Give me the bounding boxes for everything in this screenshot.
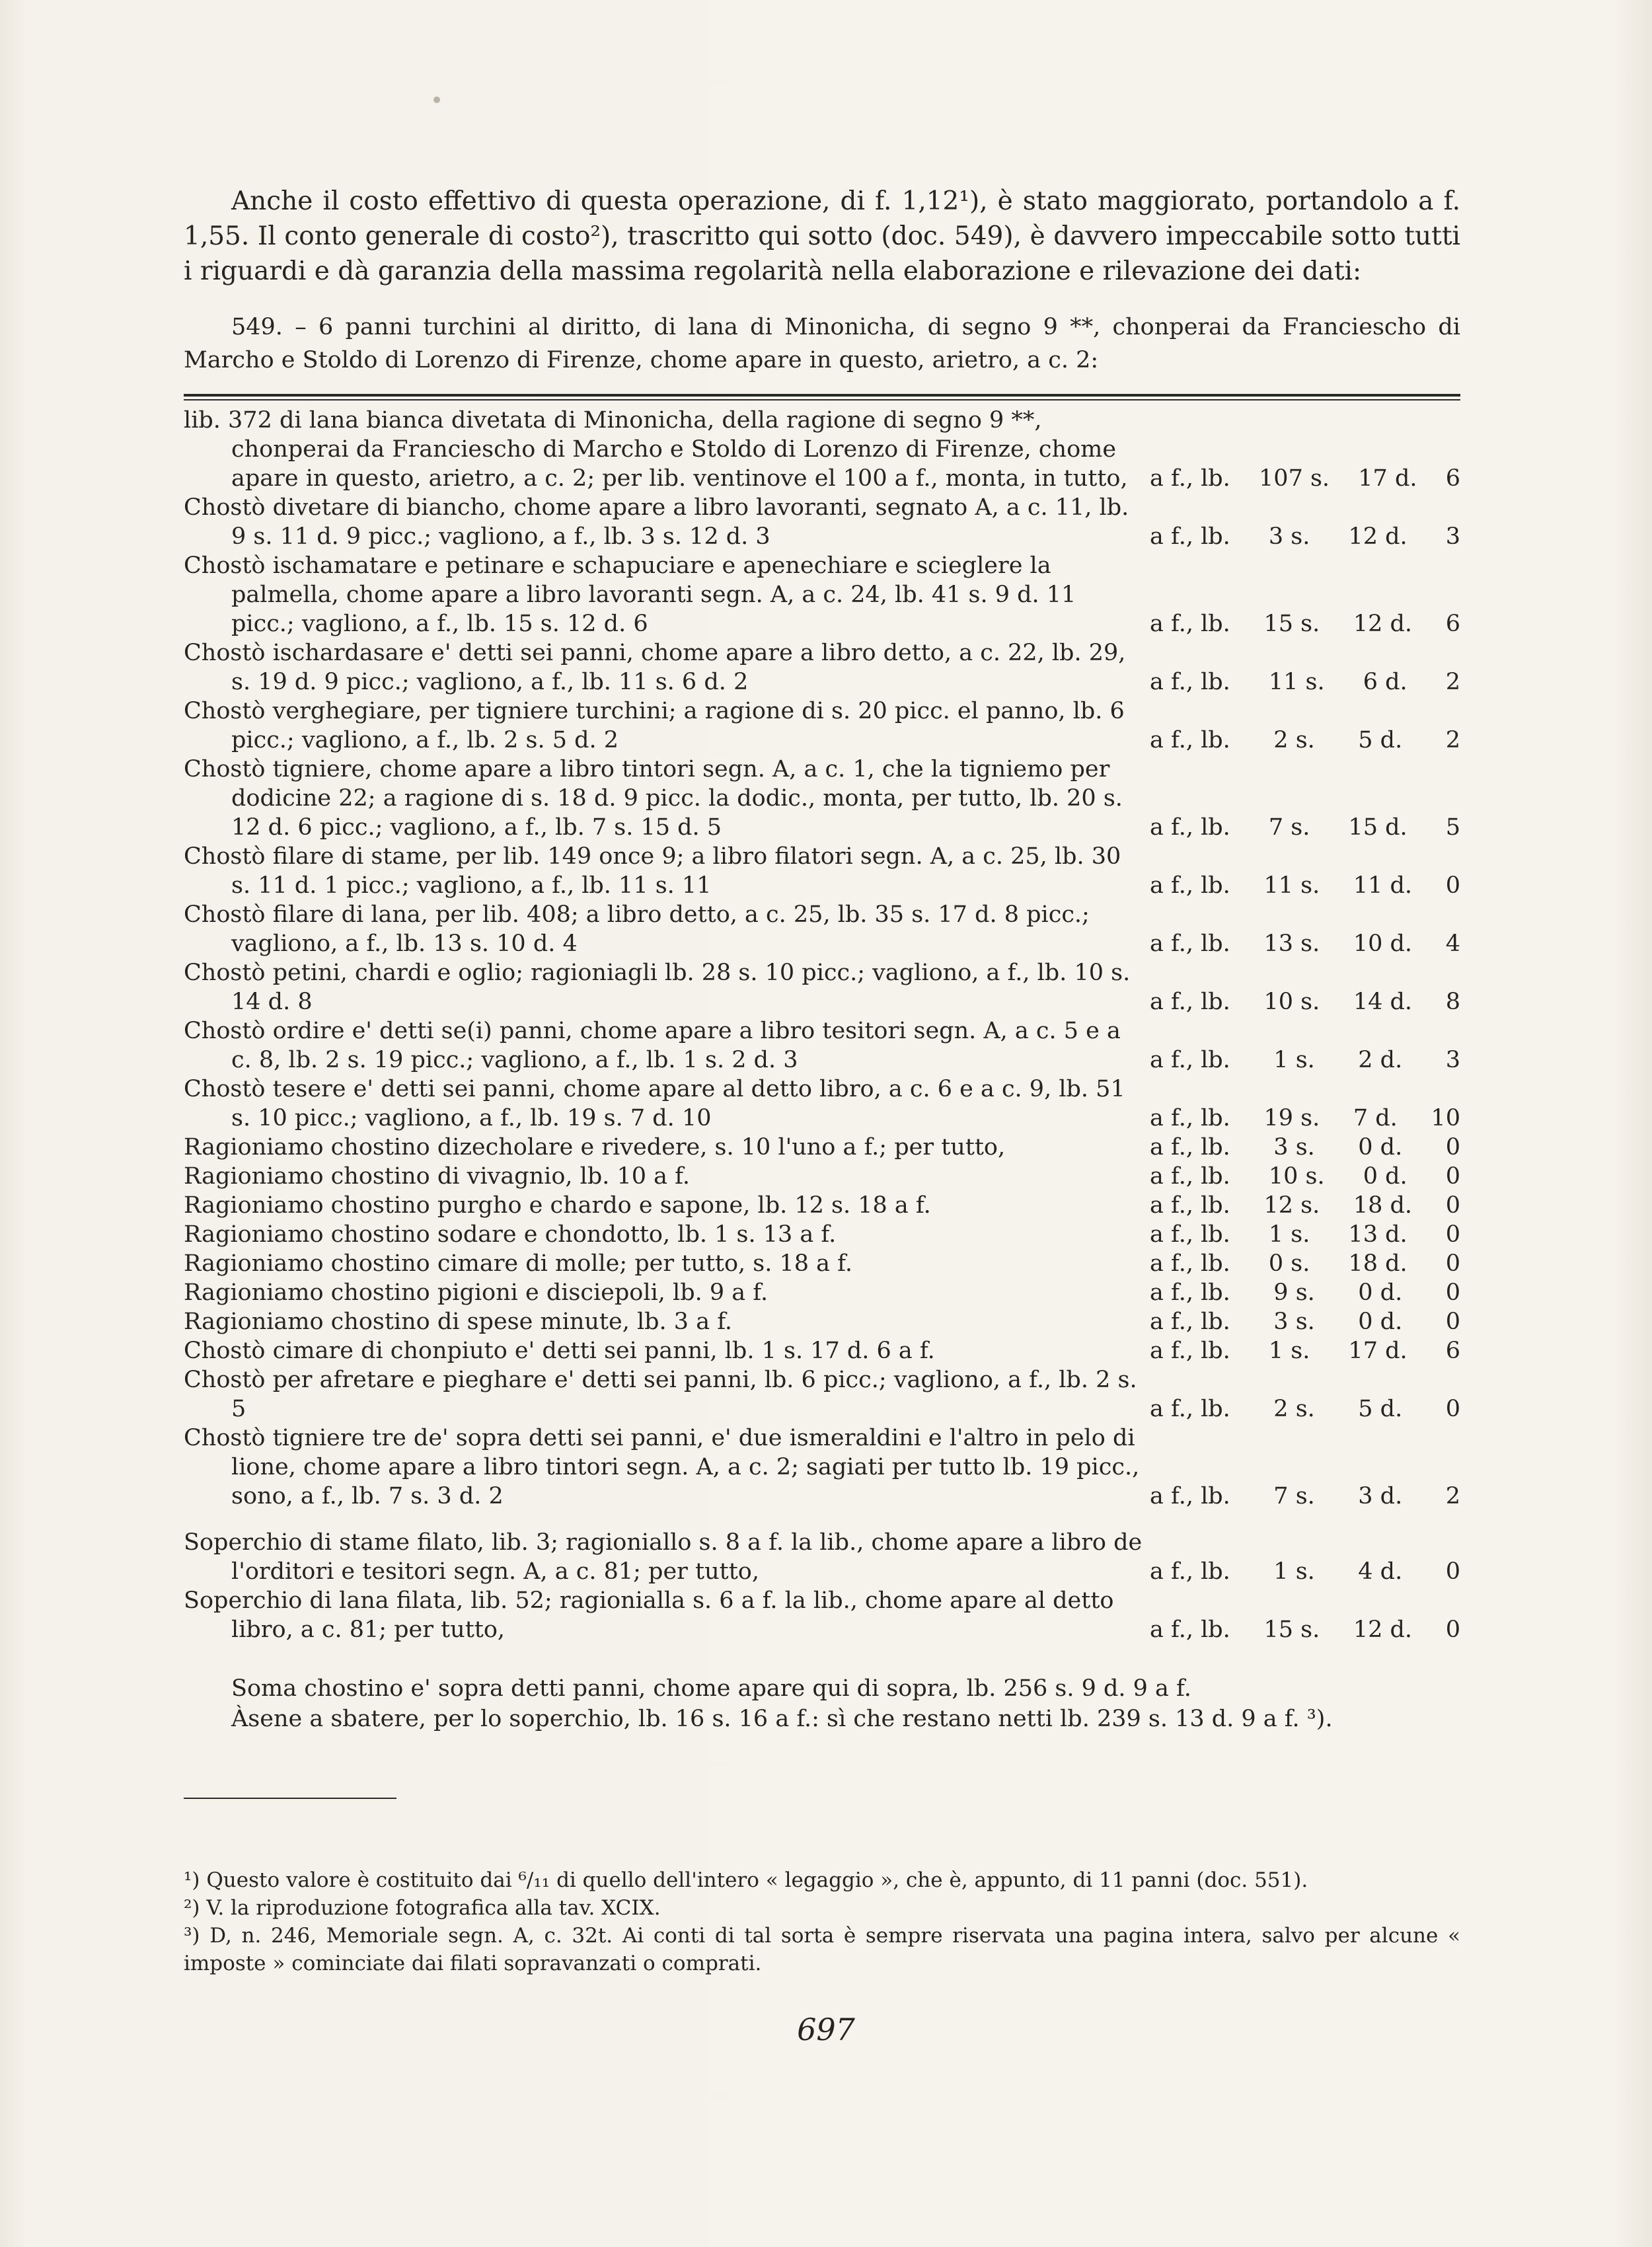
amount-soldi: 2 s. — [1273, 1396, 1315, 1422]
amount-soldi: 13 s. — [1263, 931, 1320, 957]
ledger-entry — [184, 1249, 1460, 1278]
amount-extra: 0 — [1445, 872, 1460, 899]
amount-extra: 3 — [1445, 1047, 1460, 1073]
amount-denari: 14 d. — [1353, 989, 1413, 1015]
amount-extra: 0 — [1445, 1250, 1460, 1277]
thin-rule — [184, 399, 1460, 400]
entry-description: Chostò filare di stame, per lib. 149 once 9; a libro filatori segn. A, a c. 25, lb. 30 s. 11 d. 1 picc.; vagliono, a f., lb. 11 s. 11 — [184, 843, 1121, 899]
entry-amount — [1150, 1162, 1460, 1191]
amount-currency: a f., lb. — [1150, 931, 1230, 957]
amount-soldi: 9 s. — [1273, 1279, 1315, 1306]
footnote-rule — [184, 1798, 396, 1799]
amount-soldi: 1 s. — [1273, 1047, 1315, 1073]
ledger-entry — [184, 697, 1460, 755]
amount-extra: 3 — [1445, 523, 1460, 550]
entry-amount — [1150, 813, 1460, 842]
amount-extra: 0 — [1445, 1163, 1460, 1190]
entry-description: Ragioniamo chostino sodare e chondotto, lb. 1 s. 13 a f. — [184, 1221, 837, 1248]
ledger-entry — [184, 1133, 1460, 1162]
amount-denari: 11 d. — [1353, 872, 1413, 899]
page-number: 697 — [797, 2012, 855, 2047]
amount-extra: 8 — [1445, 989, 1460, 1015]
amount-currency: a f., lb. — [1150, 1309, 1230, 1335]
amount-extra: 5 — [1445, 814, 1460, 841]
amount-denari: 0 d. — [1358, 1279, 1403, 1306]
amount-denari: 0 d. — [1363, 1163, 1408, 1190]
entry-amount — [1150, 1278, 1460, 1307]
ledger-entry — [184, 1220, 1460, 1249]
amount-soldi: 107 s. — [1259, 465, 1330, 492]
entry-description: lib. 372 di lana bianca divetata di Minonicha, della ragione di segno 9 **, chonperai da Franciescho di Marcho e Stoldo di Lorenzo di Firenze, chome apare in questo, arietro, a c. 2; per lib. ventinove el 100 a f., monta, in tutto, — [184, 407, 1128, 492]
ledger-entry — [184, 1528, 1460, 1586]
ledger-entry — [184, 900, 1460, 958]
amount-soldi: 7 s. — [1273, 1483, 1315, 1509]
intro-paragraph — [184, 184, 1460, 289]
amount-denari: 5 d. — [1358, 1396, 1403, 1422]
ledger-entry — [184, 1278, 1460, 1307]
heavy-rule — [184, 394, 1460, 397]
ledger-entry — [184, 1424, 1460, 1511]
ledger-entry — [184, 638, 1460, 697]
amount-currency: a f., lb. — [1150, 989, 1230, 1015]
entry-amount — [1150, 1220, 1460, 1249]
amount-currency: a f., lb. — [1150, 1279, 1230, 1306]
entry-amount — [1150, 1104, 1460, 1133]
amount-currency: a f., lb. — [1150, 1483, 1230, 1509]
entry-description: Chostò cimare di chonpiuto e' detti sei panni, lb. 1 s. 17 d. 6 a f. — [184, 1338, 935, 1364]
ledger-entry — [184, 1365, 1460, 1424]
ledger-entry — [184, 958, 1460, 1016]
amount-extra: 0 — [1445, 1558, 1460, 1585]
footnotes — [184, 1866, 1460, 1977]
entry-description: Soperchio di stame filato, lib. 3; ragioniallo s. 8 a f. la lib., chome apare a libro de l'orditori e tesitori segn. A, a c. 81; per tutto, — [184, 1529, 1143, 1585]
ledger-entry — [184, 1016, 1460, 1075]
amount-extra: 4 — [1445, 931, 1460, 957]
footnote-3: ³) D, n. 246, Memoriale segn. A, c. 32t. Ai conti di tal sorta è sempre riservata una pagina intera, salvo per alcune « imposte » cominciate dai filati sopravanzati o comprati. — [184, 1924, 1460, 1975]
amount-currency: a f., lb. — [1150, 1163, 1230, 1190]
amount-currency: a f., lb. — [1150, 1558, 1230, 1585]
entry-description: Ragioniamo chostino cimare di molle; per tutto, s. 18 a f. — [184, 1250, 853, 1277]
amount-soldi: 1 s. — [1273, 1558, 1315, 1585]
amount-denari: 12 d. — [1348, 523, 1408, 550]
entry-description: Soperchio di lana filata, lib. 52; ragionialla s. 6 a f. la lib., chome apare al detto libro, a c. 81; per tutto, — [184, 1587, 1114, 1643]
amount-currency: a f., lb. — [1150, 611, 1230, 637]
amount-extra: 0 — [1445, 1221, 1460, 1248]
footnote-2: ²) V. la riproduzione fotografica alla tav. XCIX. — [184, 1896, 661, 1920]
entry-description: Chostò tigniere tre de' sopra detti sei panni, e' due ismeraldini e l'altro in pelo di lione, chome apare a libro tintori segn. A, a c. 2; sagiati per tutto lb. 19 picc., sono, a f., lb. 7 s. 3 d. 2 — [184, 1425, 1140, 1509]
amount-denari: 7 d. — [1353, 1105, 1398, 1131]
entry-description: Chostò per afretare e pieghare e' detti sei panni, lb. 6 picc.; vagliono, a f., lb. 2 s. 5 — [184, 1367, 1137, 1422]
amount-currency: a f., lb. — [1150, 465, 1230, 492]
entry-amount — [1150, 929, 1460, 958]
footnote-1: ¹) Questo valore è costituito dai ⁶/₁₁ di quello dell'intero « legaggio », che è, appunto, di 11 panni (doc. 551). — [184, 1868, 1308, 1892]
amount-extra: 0 — [1445, 1396, 1460, 1422]
entry-amount — [1150, 1249, 1460, 1278]
amount-extra: 6 — [1445, 465, 1460, 492]
amount-denari: 0 d. — [1358, 1309, 1403, 1335]
entry-amount — [1150, 1482, 1460, 1511]
amount-extra: 0 — [1445, 1309, 1460, 1335]
amount-currency: a f., lb. — [1150, 669, 1230, 695]
amount-soldi: 19 s. — [1263, 1105, 1320, 1131]
entry-amount — [1150, 1307, 1460, 1336]
ledger-entry — [184, 406, 1460, 493]
amount-currency: a f., lb. — [1150, 1396, 1230, 1422]
amount-denari: 0 d. — [1358, 1134, 1403, 1161]
entry-amount — [1150, 522, 1460, 551]
entry-amount — [1150, 1336, 1460, 1365]
amount-denari: 2 d. — [1358, 1047, 1403, 1073]
entry-amount — [1150, 871, 1460, 900]
entry-amount — [1150, 1133, 1460, 1162]
amount-soldi: 15 s. — [1263, 611, 1320, 637]
amount-extra: 2 — [1445, 669, 1460, 695]
amount-currency: a f., lb. — [1150, 1617, 1230, 1643]
entry-amount — [1150, 667, 1460, 697]
amount-currency: a f., lb. — [1150, 1192, 1230, 1219]
ledger-entry — [184, 842, 1460, 900]
amount-extra: 0 — [1445, 1134, 1460, 1161]
entry-description: Chostò tigniere, chome apare a libro tintori segn. A, a c. 1, che la tigniemo per dodicine 22; a ragione di s. 18 d. 9 picc. la dodic., monta, per tutto, lb. 20 s. 12 d. 6 picc.; vagliono, a f., lb. 7 s. 15 d. 5 — [184, 756, 1123, 841]
document-heading — [184, 311, 1460, 377]
amount-currency: a f., lb. — [1150, 523, 1230, 550]
amount-soldi: 15 s. — [1263, 1617, 1320, 1643]
amount-denari: 12 d. — [1353, 611, 1413, 637]
amount-soldi: 0 s. — [1268, 1250, 1310, 1277]
ledger-entry — [184, 755, 1460, 842]
amount-soldi: 10 s. — [1263, 989, 1320, 1015]
entry-description: Chostò verghegiare, per tigniere turchini; a ragione di s. 20 picc. el panno, lb. 6 picc.; vagliono, a f., lb. 2 s. 5 d. 2 — [184, 698, 1125, 753]
entry-amount — [1150, 726, 1460, 755]
entry-amount — [1150, 464, 1460, 493]
entry-description: Ragioniamo chostino pigioni e disciepoli, lb. 9 a f. — [184, 1279, 769, 1306]
amount-denari: 12 d. — [1353, 1617, 1413, 1643]
ledger-entry — [184, 1162, 1460, 1191]
entry-amount — [1150, 1394, 1460, 1424]
amount-soldi: 7 s. — [1268, 814, 1310, 841]
amount-soldi: 2 s. — [1273, 727, 1315, 753]
ledger-gap — [184, 1511, 1460, 1528]
amount-extra: 10 — [1431, 1105, 1460, 1131]
amount-currency: a f., lb. — [1150, 1105, 1230, 1131]
amount-extra: 0 — [1445, 1192, 1460, 1219]
ledger-entry — [184, 1586, 1460, 1644]
entry-description: Chostò tesere e' detti sei panni, chome apare al detto libro, a c. 6 e a c. 9, lb. 51 s. 10 picc.; vagliono, a f., lb. 19 s. 7 d. 10 — [184, 1076, 1125, 1131]
amount-soldi: 10 s. — [1268, 1163, 1325, 1190]
amount-currency: a f., lb. — [1150, 727, 1230, 753]
paper-mark — [433, 96, 440, 103]
amount-soldi: 1 s. — [1268, 1338, 1310, 1364]
amount-denari: 18 d. — [1353, 1192, 1413, 1219]
entry-description: Ragioniamo chostino di vivagnio, lb. 10 a f. — [184, 1163, 690, 1190]
amount-denari: 5 d. — [1358, 727, 1403, 753]
entry-amount — [1150, 609, 1460, 638]
amount-currency: a f., lb. — [1150, 1047, 1230, 1073]
entry-description: Chostò petini, chardi e oglio; ragioniagli lb. 28 s. 10 picc.; vagliono, a f., lb. 10 s. 14 d. 8 — [184, 960, 1131, 1015]
amount-extra: 2 — [1445, 1483, 1460, 1509]
amount-currency: a f., lb. — [1150, 1134, 1230, 1161]
amount-extra: 0 — [1445, 1617, 1460, 1643]
amount-soldi: 12 s. — [1263, 1192, 1320, 1219]
amount-denari: 17 d. — [1358, 465, 1417, 492]
entry-description: Chostò filare di lana, per lib. 408; a libro detto, a c. 25, lb. 35 s. 17 d. 8 picc.; vagliono, a f., lb. 13 s. 10 d. 4 — [184, 901, 1090, 957]
amount-extra: 6 — [1445, 611, 1460, 637]
ledger-entry — [184, 493, 1460, 551]
document-heading-text: 549. – 6 panni turchini al diritto, di lana di Minonicha, di segno 9 **, chonperai da Franciescho di Marcho e Stoldo di Lorenzo di Firenze, chome apare in questo, arietro, a c. 2: — [184, 314, 1460, 373]
amount-denari: 10 d. — [1353, 931, 1413, 957]
amount-currency: a f., lb. — [1150, 1250, 1230, 1277]
intro-text: Anche il costo effettivo di questa operazione, di f. 1,12¹), è stato maggiorato, portandolo a f. 1,55. Il conto generale di costo²), trascritto qui sotto (doc. 549), è davvero impeccabile sotto tutti i riguardi e dà garanzia della massima regolarità nella elaborazione e rilevazione dei dati: — [184, 186, 1460, 286]
entry-amount — [1150, 1615, 1460, 1644]
entry-amount — [1150, 1557, 1460, 1586]
entry-description: Chostò ordire e' detti se(i) panni, chome apare a libro tesitori segn. A, a c. 5 e a c. 8, lb. 2 s. 19 picc.; vagliono, a f., lb. 1 s. 2 d. 3 — [184, 1018, 1121, 1073]
amount-currency: a f., lb. — [1150, 872, 1230, 899]
entry-description: Ragioniamo chostino purgho e chardo e sapone, lb. 12 s. 18 a f. — [184, 1192, 931, 1219]
entry-amount — [1150, 1046, 1460, 1075]
ledger — [184, 406, 1460, 1644]
ledger-entry — [184, 1191, 1460, 1220]
summary-total: Soma chostino e' sopra detti panni, chome apare qui di sopra, lb. 256 s. 9 d. 9 a f. — [231, 1675, 1191, 1702]
entry-amount — [1150, 1191, 1460, 1220]
summary-net: Àsene a sbatere, per lo soperchio, lb. 16 s. 16 a f.: sì che restano netti lb. 239 s. 13 d. 9 a f. ³). — [231, 1706, 1333, 1732]
ledger-entry — [184, 1307, 1460, 1336]
amount-soldi: 3 s. — [1268, 523, 1310, 550]
amount-extra: 2 — [1445, 727, 1460, 753]
amount-denari: 13 d. — [1348, 1221, 1408, 1248]
entry-description: Chostò divetare di biancho, chome apare a libro lavoranti, segnato A, a c. 11, lb. 9 s. 11 d. 9 picc.; vagliono, a f., lb. 3 s. 12 d. 3 — [184, 494, 1129, 550]
entry-description: Ragioniamo chostino di spese minute, lb. 3 a f. — [184, 1309, 733, 1335]
amount-extra: 6 — [1445, 1338, 1460, 1364]
amount-currency: a f., lb. — [1150, 1221, 1230, 1248]
amount-currency: a f., lb. — [1150, 1338, 1230, 1364]
amount-soldi: 3 s. — [1273, 1134, 1315, 1161]
ledger-entry — [184, 1336, 1460, 1365]
entry-amount — [1150, 987, 1460, 1016]
amount-denari: 18 d. — [1348, 1250, 1408, 1277]
summary — [184, 1673, 1460, 1734]
amount-soldi: 11 s. — [1263, 872, 1320, 899]
ledger-entry — [184, 551, 1460, 638]
ledger-entry — [184, 1075, 1460, 1133]
entry-description: Chostò ischardasare e' detti sei panni, chome apare a libro detto, a c. 22, lb. 29, s. 19 d. 9 picc.; vagliono, a f., lb. 11 s. 6 d. 2 — [184, 640, 1126, 695]
amount-denari: 15 d. — [1348, 814, 1408, 841]
amount-soldi: 1 s. — [1268, 1221, 1310, 1248]
entry-description: Ragioniamo chostino dizecholare e rivedere, s. 10 l'uno a f.; per tutto, — [184, 1134, 1006, 1161]
amount-soldi: 3 s. — [1273, 1309, 1315, 1335]
entry-description: Chostò ischamatare e petinare e schapuciare e apenechiare e scieglere la palmella, chome apare a libro lavoranti segn. A, a c. 24, lb. 41 s. 9 d. 11 picc.; vagliono, a f., lb. 15 s. 12 d. 6 — [184, 552, 1076, 637]
amount-denari: 4 d. — [1358, 1558, 1403, 1585]
amount-currency: a f., lb. — [1150, 814, 1230, 841]
amount-denari: 6 d. — [1363, 669, 1408, 695]
amount-denari: 17 d. — [1348, 1338, 1408, 1364]
amount-soldi: 11 s. — [1268, 669, 1325, 695]
amount-denari: 3 d. — [1358, 1483, 1403, 1509]
amount-extra: 0 — [1445, 1279, 1460, 1306]
